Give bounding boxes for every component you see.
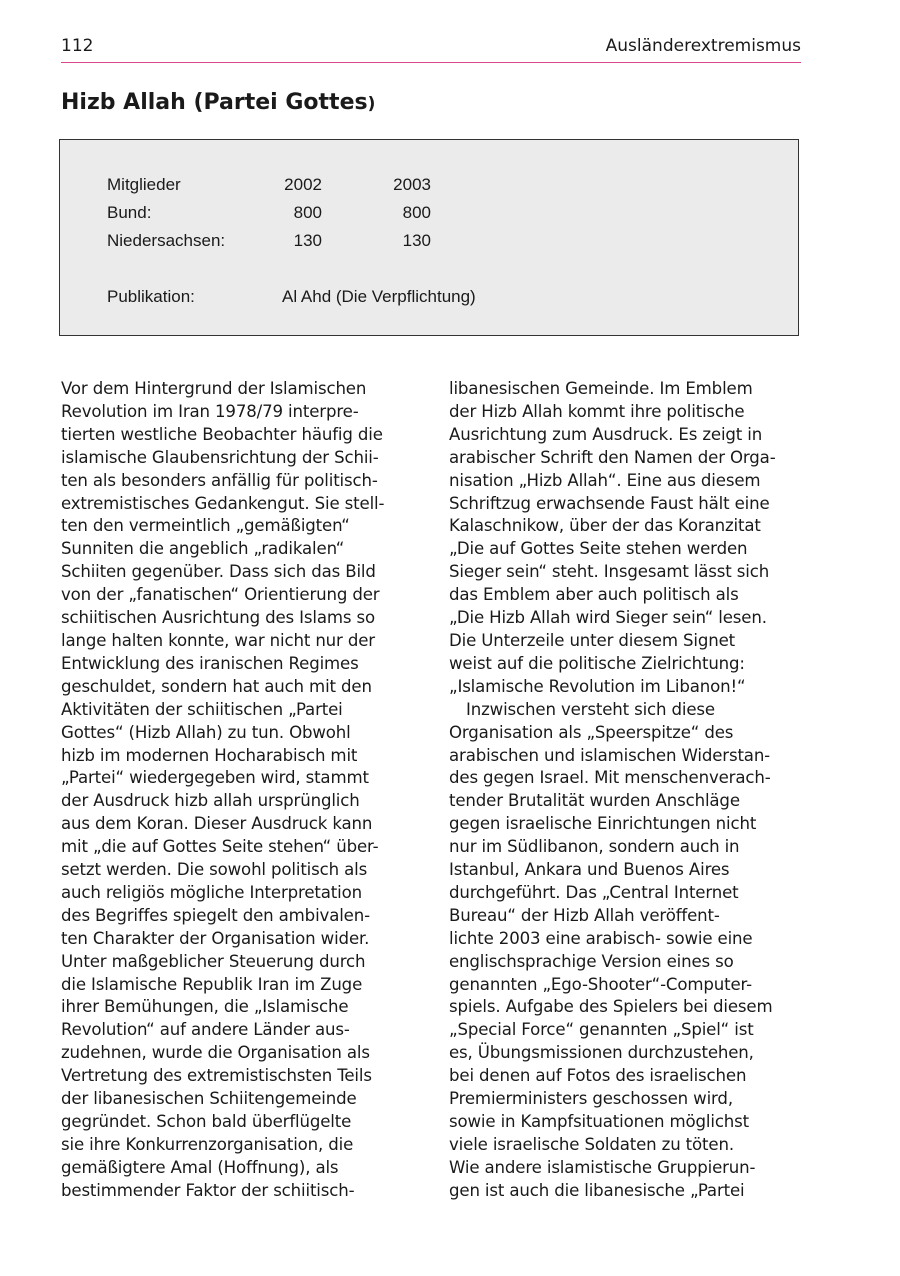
text-line: sowie in Kampfsituationen möglichst: [449, 1112, 750, 1131]
text-line: von der „fanatischen“ Orientierung der: [61, 585, 380, 605]
text-line: ten als besonders anfällig für politisch-: [61, 470, 378, 490]
text-line: „Partei“ wiedergegeben wird, stammt: [61, 768, 369, 788]
text-line: Sunniten die angeblich „radikalen“: [61, 539, 345, 559]
text-line: ten Charakter der Organisation wider.: [61, 928, 370, 948]
text-line: des Begriffes spiegelt den ambivalen-: [61, 905, 370, 925]
text-line: Sieger sein“ steht. Insgesamt lässt sich: [449, 562, 770, 582]
text-line: Premierministers geschossen wird,: [449, 1089, 733, 1109]
text-line: der Ausdruck hizb allah ursprünglich: [61, 791, 360, 811]
page-header: [61, 34, 801, 63]
text-line: der Hizb Allah kommt ihre politische: [449, 401, 745, 421]
text-line: bestimmender Faktor der schiitisch-: [61, 1180, 355, 1200]
text-line: das Emblem aber auch politisch als: [449, 585, 739, 605]
text-line: lichte 2003 eine arabisch- sowie eine: [449, 928, 753, 948]
text-line: Die Unterzeile unter diesem Signet: [449, 630, 735, 650]
text-line: es, Übungsmissionen durchzustehen,: [449, 1043, 754, 1063]
text-line: Entwicklung des iranischen Regimes: [61, 653, 359, 673]
text-line: arabischen und islamischen Widerstan-: [449, 745, 771, 765]
text-line: „Islamische Revolution im Libanon!“: [449, 676, 746, 696]
text-line: islamische Glaubensrichtung der Schii-: [61, 447, 379, 467]
text-line: Bureau“ der Hizb Allah veröffent-: [449, 905, 720, 925]
text-line: gen ist auch die libanesische „Partei: [449, 1180, 745, 1200]
year-2003-header: 2003: [393, 175, 431, 194]
text-line: setzt werden. Die sowohl politisch als: [61, 860, 368, 880]
text-line: libanesischen Gemeinde. Im Emblem: [449, 379, 753, 398]
text-line: tierten westliche Beobachter häufig die: [61, 424, 383, 444]
text-line: nisation „Hizb Allah“. Eine aus diesem: [449, 470, 761, 490]
text-line: Revolution“ auf andere Länder aus-: [61, 1020, 350, 1040]
federal-label: Bund:: [107, 203, 152, 222]
text-line: Istanbul, Ankara und Buenos Aires: [449, 860, 730, 880]
text-line: die Islamische Republik Iran im Zuge: [61, 974, 363, 994]
text-line: sie ihre Konkurrenzorganisation, die: [61, 1134, 354, 1154]
text-line: der libanesischen Schiitengemeinde: [61, 1089, 357, 1109]
text-line: Inzwischen versteht sich diese: [466, 699, 715, 719]
text-line: „Die auf Gottes Seite stehen werden: [449, 539, 748, 559]
text-line: Vertretung des extremistischsten Teils: [61, 1066, 372, 1086]
text-line: bei denen auf Fotos des israelischen: [449, 1066, 747, 1086]
body-right-column: [449, 378, 802, 1203]
text-line: auch religiös mögliche Interpretation: [61, 882, 362, 902]
membership-info-box: [59, 139, 799, 336]
year-2002-header: 2002: [284, 175, 322, 194]
text-line: gegründet. Schon bald überflügelte: [61, 1112, 352, 1131]
text-line: nur im Südlibanon, sondern auch in: [449, 837, 740, 857]
text-line: „Die Hizb Allah wird Sieger sein“ lesen.: [449, 608, 767, 628]
text-line: Vor dem Hintergrund der Islamischen: [61, 379, 367, 398]
section-title-suffix: ): [367, 94, 376, 114]
text-line: gegen israelische Einrichtungen nicht: [449, 814, 757, 834]
text-line: Gottes“ (Hizb Allah) zu tun. Obwohl: [61, 722, 351, 742]
text-line: zudehnen, wurde die Organisation als: [61, 1043, 370, 1063]
text-line: ihrer Bemühungen, die „Islamische: [61, 997, 349, 1017]
text-line: gemäßigtere Amal (Hoffnung), als: [61, 1157, 339, 1177]
right-paragraph-2: [449, 699, 802, 1203]
text-line: Schriftzug erwachsende Faust hält eine: [449, 493, 770, 513]
text-line: genannten „Ego-Shooter“-Computer-: [449, 974, 752, 994]
text-line: Organisation als „Speerspitze“ des: [449, 722, 734, 742]
text-line: tender Brutalität wurden Anschläge: [449, 791, 740, 811]
text-line: Schiiten gegenüber. Dass sich das Bild: [61, 562, 376, 582]
page-number: 112: [61, 36, 94, 56]
publication-value: Al Ahd (Die Verpflichtung): [282, 287, 476, 306]
section-title-text: Hizb Allah (Partei Gottes: [61, 90, 368, 115]
text-line: ten den vermeintlich „gemäßigten“: [61, 516, 350, 536]
text-line: schiitischen Ausrichtung des Islams so: [61, 608, 376, 628]
text-line: Wie andere islamistische Gruppierun-: [449, 1157, 756, 1177]
lower-saxony-label: Niedersachsen:: [107, 231, 226, 250]
text-line: lange halten konnte, war nicht nur der: [61, 630, 375, 650]
lower-saxony-2003-value: 130: [402, 231, 431, 250]
text-line: viele israelische Soldaten zu töten.: [449, 1134, 734, 1154]
members-header-label: Mitglieder: [107, 175, 181, 194]
text-line: durchgeführt. Das „Central Internet: [449, 882, 739, 902]
text-line: arabischer Schrift den Namen der Orga-: [449, 447, 776, 467]
running-title: Ausländerextremismus: [605, 36, 801, 56]
federal-2003-value: 800: [402, 203, 431, 222]
text-line: geschuldet, sondern hat auch mit den: [61, 676, 372, 696]
section-title: [61, 90, 375, 115]
text-line: mit „die auf Gottes Seite stehen“ über-: [61, 837, 379, 857]
left-paragraph: [61, 378, 414, 1203]
text-line: Unter maßgeblicher Steuerung durch: [61, 951, 366, 971]
body-left-column: [61, 378, 414, 1203]
text-line: englischsprachige Version eines so: [449, 951, 734, 971]
right-paragraph-1: [449, 378, 802, 699]
text-line: weist auf die politische Zielrichtung:: [449, 653, 745, 673]
text-line: aus dem Koran. Dieser Ausdruck kann: [61, 814, 373, 834]
text-line: Aktivitäten der schiitischen „Partei: [61, 699, 343, 719]
text-line: Kalaschnikow, über der das Koranzitat: [449, 516, 761, 536]
text-line: spiels. Aufgabe des Spielers bei diesem: [449, 997, 773, 1017]
federal-2002-value: 800: [293, 203, 322, 222]
text-line: hizb im modernen Hocharabisch mit: [61, 745, 358, 765]
text-line: des gegen Israel. Mit menschenverach-: [449, 768, 771, 788]
publication-label: Publikation:: [107, 287, 195, 306]
text-line: extremistisches Gedankengut. Sie stell-: [61, 493, 385, 513]
lower-saxony-2002-value: 130: [293, 231, 322, 250]
text-line: „Special Force“ genannten „Spiel“ ist: [449, 1020, 754, 1040]
text-line: Ausrichtung zum Ausdruck. Es zeigt in: [449, 424, 763, 444]
text-line: Revolution im Iran 1978/79 interpre-: [61, 401, 359, 421]
